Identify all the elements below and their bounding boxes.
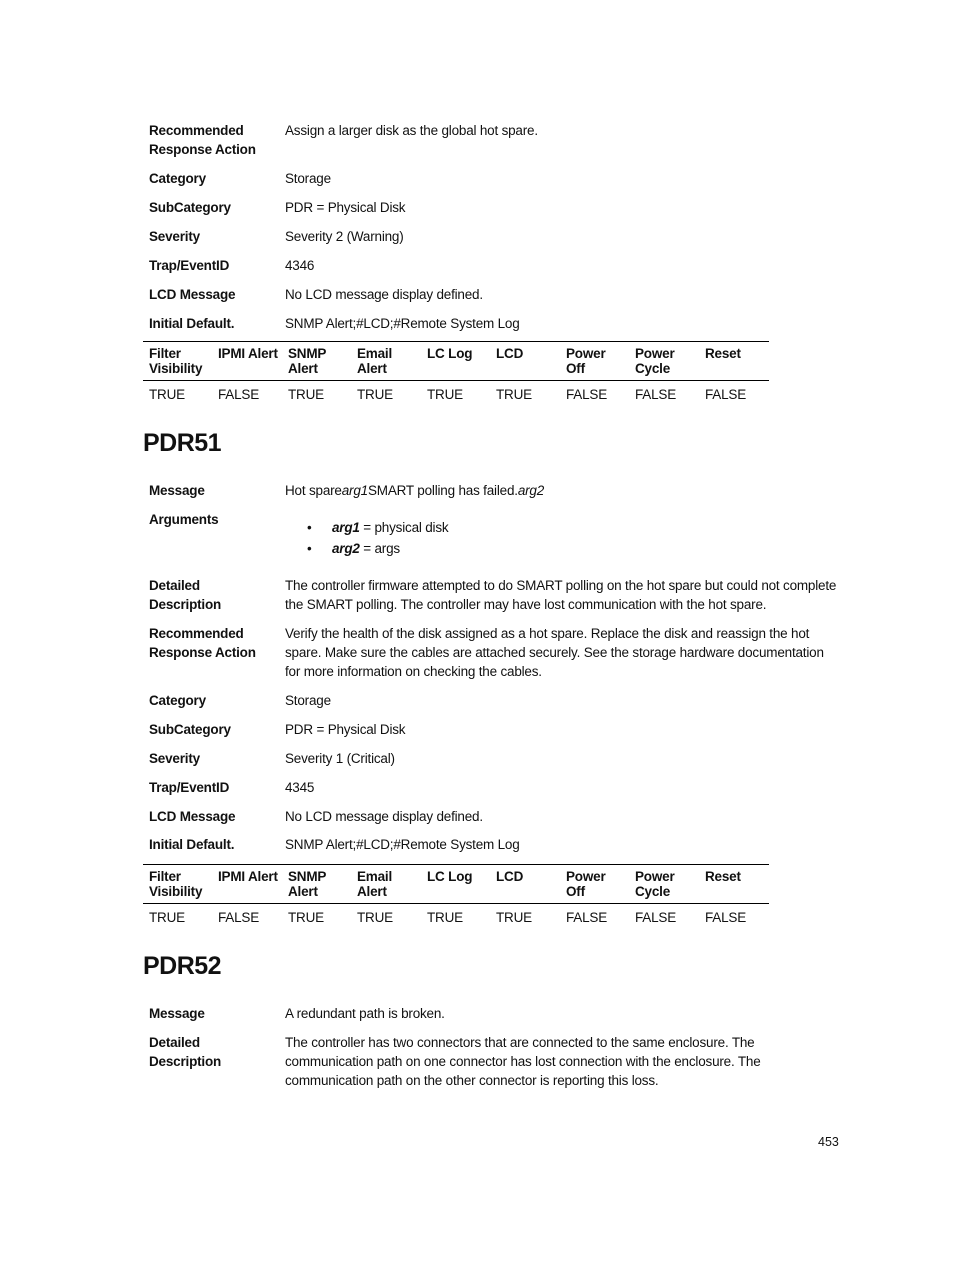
list-item [285,538,839,559]
property-value: The controller firmware attempted to do SMART polling on the hot spare but could not complete the SMART polling. The controller may have lost communication with the hot spare. [285,578,837,612]
property-row [149,807,839,835]
pdr50-alert-table [143,341,769,403]
argument-description: = args [359,541,400,556]
table-cell: TRUE [149,387,185,402]
table-cell: TRUE [496,387,532,402]
property-value: PDR = Physical Disk [285,200,406,215]
table-cell: TRUE [496,910,532,925]
property-value: No LCD message display defined. [285,287,483,302]
column-header: Filter Visibility [143,865,212,904]
table-cell: FALSE [705,910,747,925]
property-value: PDR = Physical Disk [285,722,406,737]
table-cell: TRUE [288,387,324,402]
column-header: Filter Visibility [143,342,212,381]
property-row [149,1033,839,1093]
page-number: 453 [818,1135,839,1149]
column-header: Reset [699,342,769,381]
property-key: Severity [149,751,200,766]
column-header: LCD [490,342,560,381]
message-text: SMART polling has failed. [367,483,518,498]
property-row [149,835,839,855]
property-key: Trap/EventID [149,258,230,273]
column-header: Email Alert [351,865,421,904]
property-value: SNMP Alert;#LCD;#Remote System Log [285,316,520,331]
property-row [149,121,839,169]
table-cell: FALSE [566,910,608,925]
table-cell: FALSE [566,387,608,402]
list-item [285,517,839,538]
message-arg1: arg1 [341,483,368,498]
property-row [149,314,839,334]
property-value: Assign a larger disk as the global hot spare. [285,123,538,138]
property-value: The controller has two connectors that are connected to the same enclosure. The communication path on one connector has lost connection with the enclosure. The communication path on the other connector is reporting this loss. [285,1035,761,1088]
section-heading-pdr51: PDR51 [143,429,222,457]
property-row [149,720,839,749]
property-value: Severity 2 (Warning) [285,229,404,244]
section-heading-pdr52: PDR52 [143,952,222,980]
column-header: IPMI Alert [212,865,282,904]
bullet-icon: • [307,520,312,535]
property-value: Storage [285,693,331,708]
property-key: Category [149,171,206,186]
property-key: SubCategory [149,200,231,215]
property-key: Initial Default. [149,837,235,852]
property-value: No LCD message display defined. [285,809,483,824]
property-key: LCD Message [149,809,236,824]
argument-name: arg1 [332,520,360,535]
property-row [149,778,839,807]
property-value: SNMP Alert;#LCD;#Remote System Log [285,837,520,852]
property-key: SubCategory [149,722,231,737]
property-row [149,198,839,227]
table-header-row [143,865,769,904]
argument-description: = physical disk [359,520,449,535]
pdr52-properties [149,1004,839,1093]
column-header: Power Off [560,342,629,381]
table-cell: FALSE [635,387,677,402]
column-header: Power Cycle [629,865,699,904]
pdr51-properties [149,481,839,855]
property-value [285,481,839,500]
column-header: Power Cycle [629,342,699,381]
property-key: Arguments [149,512,219,527]
message-arg2: arg2 [517,483,545,498]
property-key: Message [149,483,205,498]
pdr50-properties [149,121,839,334]
property-key: Recommended Response Action [149,123,256,157]
table-cell: TRUE [288,910,324,925]
table-cell: FALSE [218,387,260,402]
table-cell: TRUE [357,387,393,402]
column-header: LC Log [421,865,490,904]
property-row [149,227,839,256]
property-key: Message [149,1006,205,1021]
table-cell: FALSE [218,910,260,925]
table-row [143,381,769,404]
property-row [149,749,839,778]
table-header-row [143,342,769,381]
property-key: Severity [149,229,200,244]
property-key: Recommended Response Action [149,626,256,660]
property-value: A redundant path is broken. [285,1006,445,1021]
property-row-arguments [149,510,839,576]
column-header: IPMI Alert [212,342,282,381]
property-value: 4345 [285,780,315,795]
column-header: Reset [699,865,769,904]
column-header: Power Off [560,865,629,904]
message-text: Hot spare [285,483,342,498]
table-cell: TRUE [149,910,185,925]
property-row [149,285,839,314]
table-cell: TRUE [357,910,393,925]
table-row [143,904,769,927]
property-value: Storage [285,171,331,186]
property-key: Trap/EventID [149,780,230,795]
column-header: Email Alert [351,342,421,381]
column-header: LC Log [421,342,490,381]
property-row [149,576,839,624]
property-row [149,691,839,720]
property-value: 4346 [285,258,315,273]
property-key: LCD Message [149,287,236,302]
property-value: Verify the health of the disk assigned as a hot spare. Replace the disk and reassign the hot spare. Make sure the cables are attached securely. See the storage hardware documentation for more information on checking the cables. [285,626,824,679]
property-row-message [149,481,839,510]
property-value: Severity 1 (Critical) [285,751,395,766]
column-header: SNMP Alert [282,342,351,381]
argument-list [285,517,839,559]
bullet-icon: • [307,541,312,556]
property-row [149,169,839,198]
property-row [149,624,839,691]
column-header: SNMP Alert [282,865,351,904]
table-cell: TRUE [427,910,463,925]
table-cell: TRUE [427,387,463,402]
table-cell: FALSE [635,910,677,925]
property-row [149,256,839,285]
property-key: Category [149,693,206,708]
property-key: Detailed Description [149,578,222,612]
property-key: Initial Default. [149,316,235,331]
argument-name: arg2 [332,541,360,556]
table-cell: FALSE [705,387,747,402]
property-key: Detailed Description [149,1035,222,1069]
column-header: LCD [490,865,560,904]
property-row [149,1004,839,1033]
pdr51-alert-table [143,864,769,926]
property-value [285,510,839,559]
